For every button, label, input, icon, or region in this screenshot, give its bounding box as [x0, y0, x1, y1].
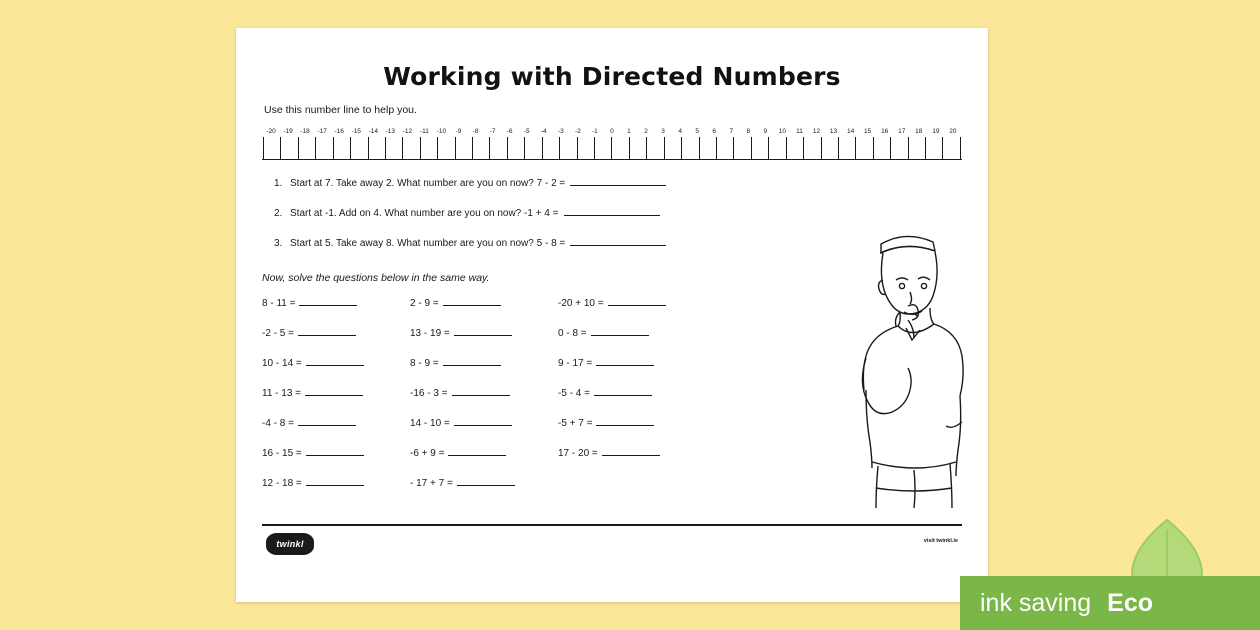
number-line-tick — [908, 137, 909, 159]
number-line-label: -16 — [334, 128, 344, 135]
number-line-label: -11 — [419, 128, 429, 135]
question-column — [262, 296, 410, 506]
number-line-label: 1 — [627, 128, 631, 135]
number-line-label: 3 — [661, 128, 665, 135]
number-line-label: 15 — [864, 128, 872, 135]
grid-question — [262, 446, 410, 476]
number-line-tick — [733, 137, 734, 159]
number-line-label: -3 — [557, 128, 564, 135]
question-number: 2. — [274, 208, 283, 219]
question-text: Start at 5. Take away 8. What number are you on now? 5 - 8 = — [290, 238, 566, 249]
number-line-tick — [699, 137, 700, 159]
answer-blank[interactable] — [457, 476, 515, 486]
grid-question — [262, 386, 410, 416]
grid-question — [558, 416, 718, 446]
answer-blank[interactable] — [564, 206, 660, 216]
answer-blank[interactable] — [452, 386, 510, 396]
question-text: Start at -1. Add on 4. What number are you on now? -1 + 4 = — [290, 208, 559, 219]
grid-question — [410, 326, 558, 356]
grid-question-text: 11 - 13 = — [262, 388, 302, 399]
number-line-tick — [768, 137, 769, 159]
grid-question — [558, 386, 718, 416]
number-line-tick — [838, 137, 839, 159]
answer-blank[interactable] — [299, 296, 357, 306]
grid-question — [558, 356, 718, 386]
grid-question-text: 17 - 20 = — [558, 448, 598, 459]
number-line-label: 9 — [763, 128, 768, 135]
eco-badge — [960, 520, 1260, 630]
number-line-tick — [437, 137, 438, 159]
question-number: 3. — [274, 238, 283, 249]
answer-blank[interactable] — [443, 356, 501, 366]
number-line-tick — [646, 137, 647, 159]
grid-question-text: -5 + 7 = — [558, 418, 593, 429]
number-line-tick — [524, 137, 525, 159]
number-line-label: -2 — [574, 128, 581, 135]
grid-question-text: -6 + 9 = — [410, 448, 445, 459]
sub-instruction: Now, solve the questions below in the same way. — [262, 272, 490, 284]
eco-label-eco: Eco — [1107, 588, 1154, 617]
number-line-label: -14 — [368, 128, 378, 135]
number-line-label: -8 — [472, 128, 479, 135]
eco-bar — [960, 576, 1260, 630]
answer-blank[interactable] — [306, 446, 364, 456]
answer-blank[interactable] — [443, 296, 501, 306]
grid-question — [262, 326, 410, 356]
grid-question — [558, 296, 718, 326]
number-line-tick — [873, 137, 874, 159]
number-line-tick — [664, 137, 665, 159]
number-line-tick — [960, 137, 961, 159]
number-line-label: 12 — [812, 128, 821, 135]
number-line-label: 14 — [846, 128, 855, 135]
grid-question-text: 12 - 18 = — [262, 478, 302, 489]
number-line-label: -18 — [300, 128, 310, 135]
number-line-label: -1 — [592, 128, 598, 135]
number-line-tick — [489, 137, 490, 159]
number-line-tick — [350, 137, 351, 159]
number-line-tick — [455, 137, 456, 159]
grid-question — [410, 356, 558, 386]
number-line-ticks — [262, 137, 962, 159]
number-line-label: 2 — [644, 128, 648, 135]
number-line-tick — [681, 137, 682, 159]
grid-question — [262, 296, 410, 326]
answer-blank[interactable] — [602, 446, 660, 456]
grid-question — [410, 386, 558, 416]
number-line-label: 19 — [932, 128, 940, 135]
answer-blank[interactable] — [305, 386, 363, 396]
answer-blank[interactable] — [454, 326, 512, 336]
grid-question — [262, 416, 410, 446]
grid-question — [410, 416, 558, 446]
answer-blank[interactable] — [298, 326, 356, 336]
answer-blank[interactable] — [594, 386, 652, 396]
question-row — [274, 176, 834, 189]
thinking-boy-illustration — [836, 208, 976, 508]
number-line-label: -13 — [385, 128, 396, 135]
number-line-tick — [751, 137, 752, 159]
intro-text: Use this number line to help you. — [264, 104, 417, 116]
number-line-tick — [855, 137, 856, 159]
number-line-tick — [594, 137, 595, 159]
number-line-label: 18 — [915, 128, 923, 135]
number-line-label: -7 — [489, 128, 496, 135]
number-line-label: -6 — [506, 128, 513, 135]
question-text: Start at 7. Take away 2. What number are you on now? 7 - 2 = — [290, 178, 566, 189]
number-line-label: 7 — [729, 128, 734, 135]
grid-question-text: 9 - 17 = — [558, 358, 593, 369]
numbered-questions — [274, 176, 834, 266]
answer-blank[interactable] — [454, 416, 512, 426]
answer-blank[interactable] — [448, 446, 506, 456]
question-row — [274, 206, 834, 219]
number-line-tick — [803, 137, 804, 159]
answer-blank[interactable] — [596, 416, 654, 426]
number-line-tick — [333, 137, 334, 159]
number-line-label: 6 — [712, 128, 717, 135]
question-row — [274, 236, 834, 249]
grid-question — [558, 446, 718, 476]
number-line-label: 8 — [746, 128, 751, 135]
number-line-tick — [263, 137, 264, 159]
questions-grid — [262, 296, 852, 506]
number-line-label: -15 — [351, 128, 361, 135]
number-line-label: 16 — [881, 128, 889, 135]
grid-question-text: -16 - 3 = — [410, 388, 448, 399]
number-line-tick — [420, 137, 421, 159]
twinkl-logo: twinkl — [266, 533, 314, 555]
number-line-tick — [611, 137, 612, 159]
number-line-labels — [262, 128, 962, 135]
number-line-label: 10 — [778, 128, 787, 135]
grid-question-text: 8 - 11 = — [262, 298, 296, 309]
grid-question — [262, 356, 410, 386]
grid-question-text: -2 - 5 = — [262, 328, 294, 339]
number-line-label: -10 — [436, 128, 447, 135]
number-line-tick — [402, 137, 403, 159]
grid-question — [410, 446, 558, 476]
answer-blank[interactable] — [306, 356, 364, 366]
footer-divider — [262, 524, 962, 526]
grid-question — [410, 476, 558, 506]
number-line-tick — [890, 137, 891, 159]
number-line-tick — [629, 137, 630, 159]
grid-question-text: 0 - 8 = — [558, 328, 587, 339]
number-line-tick — [821, 137, 822, 159]
grid-question — [558, 326, 718, 356]
number-line-label: 0 — [610, 128, 614, 135]
number-line-tick — [542, 137, 543, 159]
grid-question-text: 8 - 9 = — [410, 358, 439, 369]
number-line-label: -4 — [540, 128, 547, 135]
number-line-label: 17 — [898, 128, 906, 135]
grid-question-text: 16 - 15 = — [262, 448, 302, 459]
number-line-tick — [559, 137, 560, 159]
number-line-label: -9 — [455, 128, 462, 135]
number-line-label: -5 — [523, 128, 530, 135]
number-line-label: -17 — [317, 128, 327, 135]
page-title: Working with Directed Numbers — [383, 62, 841, 91]
answer-blank[interactable] — [596, 356, 654, 366]
answer-blank[interactable] — [570, 236, 666, 246]
grid-question-text: 13 - 19 = — [410, 328, 450, 339]
eco-label-ink-saving: ink saving — [980, 588, 1092, 617]
question-column — [410, 296, 558, 506]
answer-blank[interactable] — [298, 416, 356, 426]
answer-blank[interactable] — [306, 476, 364, 486]
question-number: 1. — [274, 178, 283, 189]
number-line-tick — [298, 137, 299, 159]
number-line-label: 4 — [678, 128, 682, 135]
number-line-tick — [786, 137, 787, 159]
grid-question-text: - 17 + 7 = — [410, 478, 453, 489]
worksheet-page — [236, 28, 988, 602]
number-line-tick — [942, 137, 943, 159]
grid-question — [262, 476, 410, 506]
answer-blank[interactable] — [591, 326, 649, 336]
number-line-tick — [472, 137, 473, 159]
number-line-label: 13 — [829, 128, 838, 135]
grid-question — [410, 296, 558, 326]
number-line-tick — [716, 137, 717, 159]
grid-question-text: -5 - 4 = — [558, 388, 590, 399]
number-line-label: 11 — [796, 128, 803, 135]
grid-question-text: 14 - 10 = — [410, 418, 450, 429]
grid-question — [558, 476, 718, 506]
grid-question-text: 2 - 9 = — [410, 298, 439, 309]
number-line-label: 5 — [695, 128, 699, 135]
number-line-label: 20 — [949, 128, 957, 135]
number-line-tick — [507, 137, 508, 159]
number-line-tick — [925, 137, 926, 159]
grid-question-text: 10 - 14 = — [262, 358, 302, 369]
number-line-tick — [368, 137, 369, 159]
number-line-tick — [280, 137, 281, 159]
number-line-label: -19 — [283, 128, 293, 135]
number-line-tick — [577, 137, 578, 159]
answer-blank[interactable] — [608, 296, 666, 306]
number-line-label: -12 — [402, 128, 413, 135]
number-line — [262, 128, 962, 160]
number-line-tick — [385, 137, 386, 159]
number-line-tick — [315, 137, 316, 159]
grid-question-text: -4 - 8 = — [262, 418, 294, 429]
footer-link[interactable]: visit twinkl.ie — [923, 538, 958, 544]
answer-blank[interactable] — [570, 176, 666, 186]
question-column — [558, 296, 718, 506]
grid-question-text: -20 + 10 = — [558, 298, 604, 309]
number-line-axis — [262, 137, 962, 160]
number-line-label: -20 — [266, 128, 276, 135]
